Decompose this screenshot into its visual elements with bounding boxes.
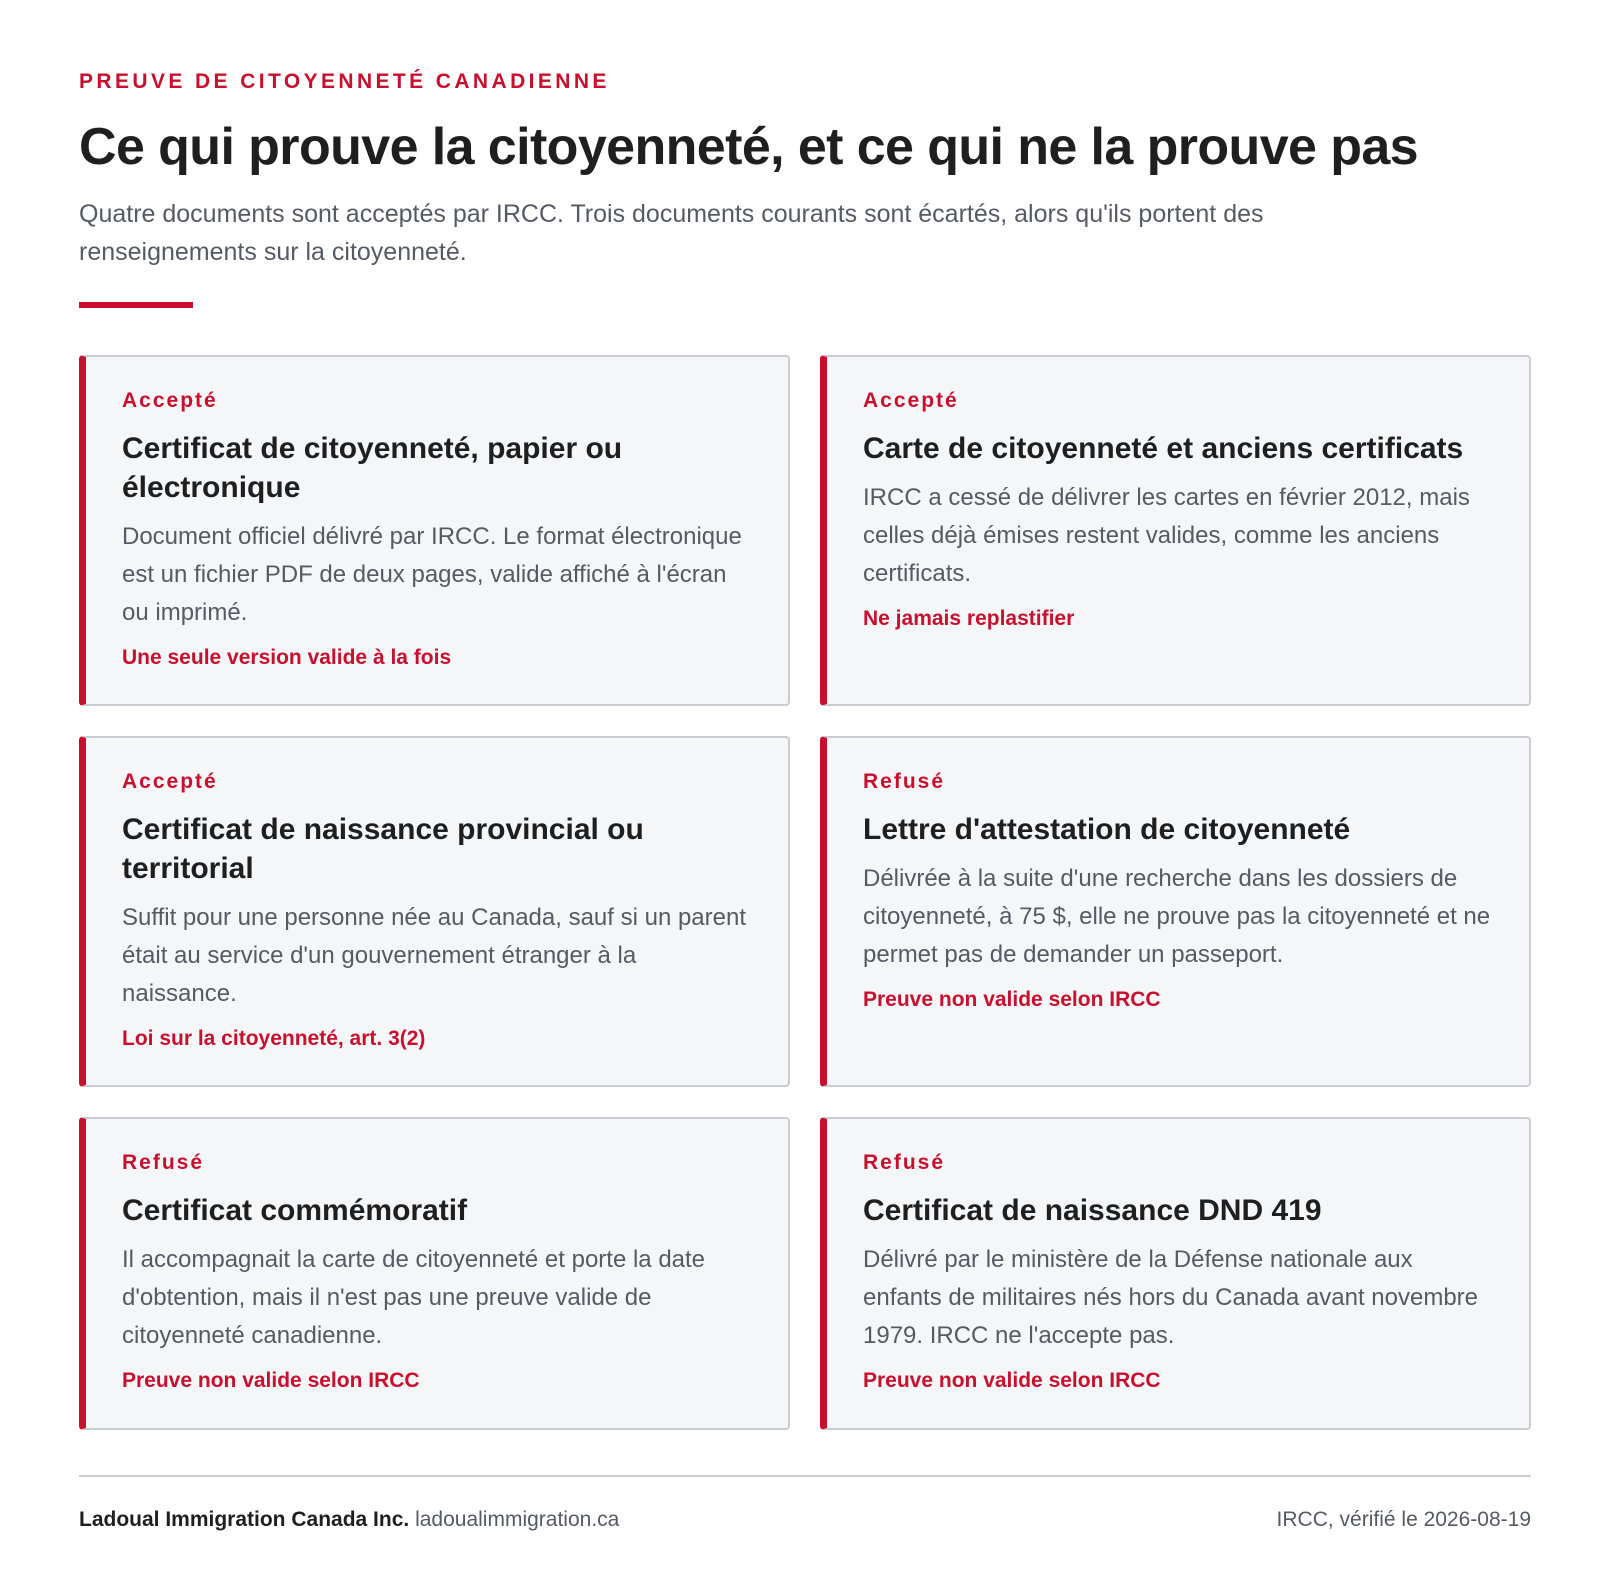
card-description: Délivrée à la suite d'une recherche dans les dossiers de citoyenneté, à 75 $, elle ne prouve pas la citoyenneté et ne permet pas de demander un passeport.	[863, 865, 1491, 968]
status-badge: Refusé	[122, 1151, 205, 1174]
company-name: Ladoual Immigration Canada Inc.	[79, 1508, 410, 1531]
card-note: Preuve non valide selon IRCC	[863, 988, 1161, 1011]
document-card-birth-certificate	[79, 736, 790, 1087]
eyebrow-label: PREUVE DE CITOYENNETÉ CANADIENNE	[79, 70, 610, 93]
card-title: Lettre d'attestation de citoyenneté	[863, 813, 1351, 846]
status-badge: Accepté	[863, 389, 959, 412]
card-title: Carte de citoyenneté et anciens certificats	[863, 432, 1464, 465]
card-title: Certificat de citoyenneté, papier ou électronique	[122, 432, 623, 504]
status-badge: Refusé	[863, 1151, 946, 1174]
document-cards-grid	[79, 355, 1531, 1430]
card-title: Certificat de naissance provincial ou territorial	[122, 813, 644, 885]
card-description: Délivré par le ministère de la Défense nationale aux enfants de militaires nés hors du Canada avant novembre 1979. IRCC ne l'accepte pas.	[863, 1246, 1479, 1349]
footer-credit	[79, 1506, 619, 1534]
page-subtitle: Quatre documents sont acceptés par IRCC. Trois documents courants sont écartés, alors qu'ils portent des renseignements sur la citoyenneté.	[79, 200, 1264, 266]
card-note: Une seule version valide à la fois	[122, 646, 452, 669]
document-card-citizenship-card	[820, 355, 1531, 706]
card-title: Certificat commémoratif	[122, 1194, 468, 1227]
card-description: Il accompagnait la carte de citoyenneté et porte la date d'obtention, mais il n'est pas une preuve valide de citoyenneté canadienne.	[122, 1246, 706, 1349]
document-card-commemorative-certificate	[79, 1117, 790, 1430]
card-description: Document officiel délivré par IRCC. Le format électronique est un fichier PDF de deux pages, valide affiché à l'écran ou imprimé.	[122, 523, 742, 626]
card-title: Certificat de naissance DND 419	[863, 1194, 1322, 1227]
card-description: Suffit pour une personne née au Canada, sauf si un parent était au service d'un gouvernement étranger à la naissance.	[122, 904, 747, 1007]
card-note: Ne jamais replastifier	[863, 607, 1075, 630]
company-website: ladoualimmigration.ca	[415, 1508, 620, 1531]
status-badge: Accepté	[122, 770, 218, 793]
document-card-attestation-letter	[820, 736, 1531, 1087]
page-title: Ce qui prouve la citoyenneté, et ce qui ne la prouve pas	[79, 118, 1418, 176]
card-description: IRCC a cessé de délivrer les cartes en février 2012, mais celles déjà émises restent valides, comme les anciens certificats.	[863, 484, 1470, 587]
document-card-dnd-419	[820, 1117, 1531, 1430]
footer-divider	[79, 1475, 1531, 1477]
verification-note: IRCC, vérifié le 2026-08-19	[1276, 1508, 1531, 1531]
card-note: Loi sur la citoyenneté, art. 3(2)	[122, 1027, 426, 1050]
footer	[79, 1506, 1531, 1534]
card-note: Preuve non valide selon IRCC	[863, 1369, 1161, 1392]
accent-divider	[79, 302, 193, 308]
status-badge: Refusé	[863, 770, 946, 793]
card-note: Preuve non valide selon IRCC	[122, 1369, 420, 1392]
document-card-citizenship-certificate	[79, 355, 790, 706]
status-badge: Accepté	[122, 389, 218, 412]
